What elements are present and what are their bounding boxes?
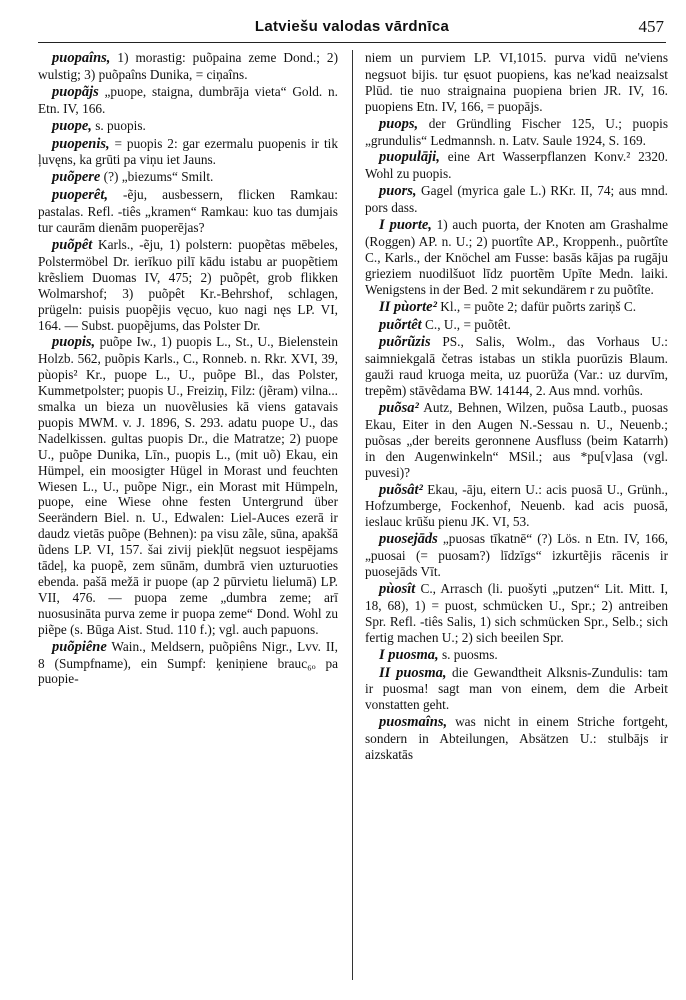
headword: puosmaîns, (379, 714, 448, 731)
dictionary-entry (365, 149, 668, 182)
entry-text: Autz, Behnen, Wilzen, puõsa Lautb., puosas Ekau, Eiter in den Augen N.-Sessau n. U., Neuenb.; puõsas „der bereits geronnene Ausfluss (beim Katarrh) in den Augenwinkeln“ MSil.; aus *pu[v]asa (vgl. puvesi)? (365, 400, 669, 480)
headword: puõsa² (379, 400, 419, 417)
headword: puopenis, (52, 135, 110, 152)
headword: puõpêt (52, 236, 93, 253)
entry-text: 1) morastig: puõpaina zeme Dond.; 2) wulstig; 3) puõpaîns Dunika, = ciņaîns. (38, 50, 339, 82)
entry-text: -ẽju, ausbessern, flicken Ramkau: pastalas. Refl. -tiês „kramen“ Ramkau: kuo tas dumjais tur caurām dienām puoperējas? (38, 187, 338, 236)
entry-text: = puopis 2: gar ezermalu puopenis ir tik ļuvęns, ka grūti pa viņu iet Jauns. (38, 135, 338, 168)
dictionary-entry (38, 84, 338, 117)
dictionary-entry (365, 183, 668, 216)
headword: I puorte, (379, 217, 432, 234)
dictionary-entry (365, 647, 668, 664)
dictionary-entry (38, 237, 338, 333)
entry-text: was nicht in einem Striche fortgeht, sondern in Abteilungen, Absätzen U.: stulbājs ir aizskatās (365, 714, 668, 763)
page-header (38, 14, 666, 43)
headword: puõsât² (379, 481, 423, 498)
entry-text: Ekau, -āju, eitern U.: acis puosā U., Grünh., Hofzumberge, Fockenhof, Neuenb. kad acis puosā, ieslauc krūšu pienu JK. VI, 53. (365, 481, 669, 530)
entry-text: 1) auch puorta, der Knoten am Grashalme (Roggen) AP. n. U.; 2) puortîte AP., Kroppenh., puõrtîte C., Karls., der Knöchel am Fusse: basās kājas pa rugāju grieziem nuodilšuot līdz puortẽm Upīte Medn. laiki. Wenigstens in der Bed. 2 mit sekundärem r zu puõtîte. (365, 217, 668, 297)
headword: puõpiêne (52, 638, 107, 655)
left-column (38, 50, 338, 688)
right-column (365, 50, 668, 764)
headword: puoperêt, (52, 187, 108, 204)
headword: I puosma, (379, 646, 439, 663)
dictionary-entry (38, 50, 338, 83)
dictionary-entry (38, 639, 338, 688)
column-divider (352, 50, 353, 980)
headword: puops, (379, 115, 419, 132)
dictionary-entry (365, 581, 668, 646)
entry-text: eine Art Wasserpflanzen Konv.² 2320. Wohl zu puopis. (365, 149, 668, 182)
entry-text: Gagel (myrica gale L.) RKr. II, 74; aus mnd. pors dass. (365, 183, 668, 216)
page-number: 457 (638, 17, 664, 36)
entry-text: niem un purviem LP. VI,1015. purva vidū ne'viens negsuot bijis. tur ęsuot puopiens, kas ne'kad neaizsalst Plūd. tie nuo straignaina puopiena brien JR. IV, 16. puopiens Etn. IV, 166, = puopājs. (365, 50, 668, 114)
entry-text: „puope, staigna, dumbrāja vieta“ Gold. n. Etn. IV, 166. (38, 83, 338, 116)
entry-text: der Gründling Fischer 125, U.; puopis „grundulis“ Ledmannsh. n. Latv. Saule 1924, S. 169. (365, 115, 669, 148)
entry-text: s. puosms. (441, 646, 498, 662)
dictionary-entry (365, 665, 668, 714)
dictionary-entry (365, 334, 668, 399)
entry-text: Karls., -ẽju, 1) polstern: puopẽtas mēbeles, Polstermöbel Dr. ierīkuo pilī kādu istabu ar puopẽtiem krẽsliem Duomas IV, 475; 2) puõpêt, grob flikken Wolmarshof; 3) puõpêt Kr.-Behrshof, schlagen, prügeln: puisis puopẽjis vęcuo, kuo nagi nęs LP. VI, 164. — Subst. puopẽjums, das Polster Dr. (38, 236, 338, 333)
entry-text: Wain., Meldsern, puõpiêns Nigr., Lvv. II, 8 (Sumpfname), ein Sumpf: ķeniņiene brauc₆ₒ pa puopie- (38, 638, 338, 687)
entry-text: Kl., = puõte 2; dafür puõrts zariņš C. (440, 298, 637, 314)
dictionary-entry (38, 334, 338, 637)
dictionary-entry (365, 482, 668, 531)
dictionary-entry (365, 714, 668, 763)
dictionary-entry (38, 118, 338, 135)
dictionary-entry (38, 136, 338, 169)
dictionary-entry (365, 217, 668, 298)
entry-text: die Gewandtheit Alksnis-Zundulis: tam ir puosma! sagt man von einem, dem die Arbeit vonstatten geht. (365, 664, 668, 713)
headword: puope, (52, 117, 92, 134)
headword: puõpere (52, 169, 101, 186)
entry-text: „puosas tīkatnē“ (?) Lös. n Etn. IV, 166, „puosai (= puosam?) līdzīgs“ izkurtẽjis rācenis ir puosejāds Vīt. (365, 531, 668, 580)
dictionary-entry (365, 400, 668, 481)
dictionary-entry (365, 531, 668, 580)
dictionary-entry-continued (365, 50, 668, 115)
headword: puosejāds (379, 531, 438, 548)
entry-text: s. puopis. (95, 117, 146, 133)
headword: puõrũzis (379, 334, 431, 351)
entry-text: (?) „biezums“ Smilt. (103, 169, 214, 185)
entry-text: C., Arrasch (li. puošyti „putzen“ Lit. Mitt. I, 18, 68), 1) = puost, schmücken U., Spr.; 2) antreiben Spr. Refl. -tiês Salis, 1) sich schmücken Spr., Selb.; sich fertig machen U.; 2) sich beeilen Spr. (365, 581, 668, 645)
headword: puõrtêt (379, 316, 422, 333)
running-title: Latviešu valodas vārdnīca (254, 18, 450, 35)
headword: puopãjs (52, 83, 99, 100)
headword: puopis, (52, 334, 96, 351)
dictionary-entry (38, 187, 338, 236)
entry-text: C., U., = puõtêt. (425, 316, 511, 332)
headword: puopaîns, (52, 50, 111, 66)
dictionary-entry (38, 169, 338, 186)
dictionary-entry (365, 299, 668, 316)
entry-text: puõpe Iw., 1) puopis L., St., U., Bielenstein Holzb. 562, puõpis Karls., C., Ronneb. n. Rkr. XVI, 39, pùopis² Kr., puope L., U., puõpe Bl., das Polster, Kummetpolster; puopis U., Freiziņ, Filz: (jẽram) vilna... smalka un bieza un nuovẽlusies kā viens gatavais puopis MWM. v. J. 1896, S. 293. adatu puope U., das Nadelkissen. gultas puopis Dr., die Matratze; 2) puope U., puõpe Dunika, Līn., puopis L., (mit uõ) Ekau, ein Hümpel, ein moosigter Hügel in Morast und feuchten Wiesen L., U., puõpe Nigr., ein Morast mit Hümpeln, puope, eine Wiese ohne festen Untergrund über Seerändern Biel. n. U., Edwalen: Liel-Auces ezerā ir daudz vietās puõpe (Behnen): pa visu zãle, sūna, apakšā ũdens LP. VI, 157. šai zivij piekļūt negsuot iespējams tādeļ, ka puopẽ, zem sūnām, dumbrā vien uzturuoties ebenda. pašā mežā ir puope (ap 2 pūrvietu lielumā) LP. VII, 476. — puopa zeme „dumbra zeme; arī nuosusināta purva zeme ir puopa zeme“ Dond. Wohl zu piẽpe (s. Būga Aist. Stud. 110 f.); vgl. auch papuons. (38, 334, 339, 637)
dictionary-entry (365, 116, 668, 149)
headword: pùosît (379, 581, 416, 597)
headword: puors, (379, 183, 417, 200)
dictionary-entry (365, 317, 668, 334)
headword: II puosma, (379, 664, 447, 681)
entry-text: PS., Salis, Wolm., das Vorhaus U.: saimniekgalā četras istabas un stikla puorūzis Blaum. gauži raud kruoga meita, uz puorūža (Var.: uz durvīm, trepẽm) stāvẽdama BW. 14144, 2. Aus mnd. vorhûs. (365, 334, 668, 399)
headword: puopulāji, (379, 149, 440, 166)
headword: II pùorte² (379, 298, 437, 315)
